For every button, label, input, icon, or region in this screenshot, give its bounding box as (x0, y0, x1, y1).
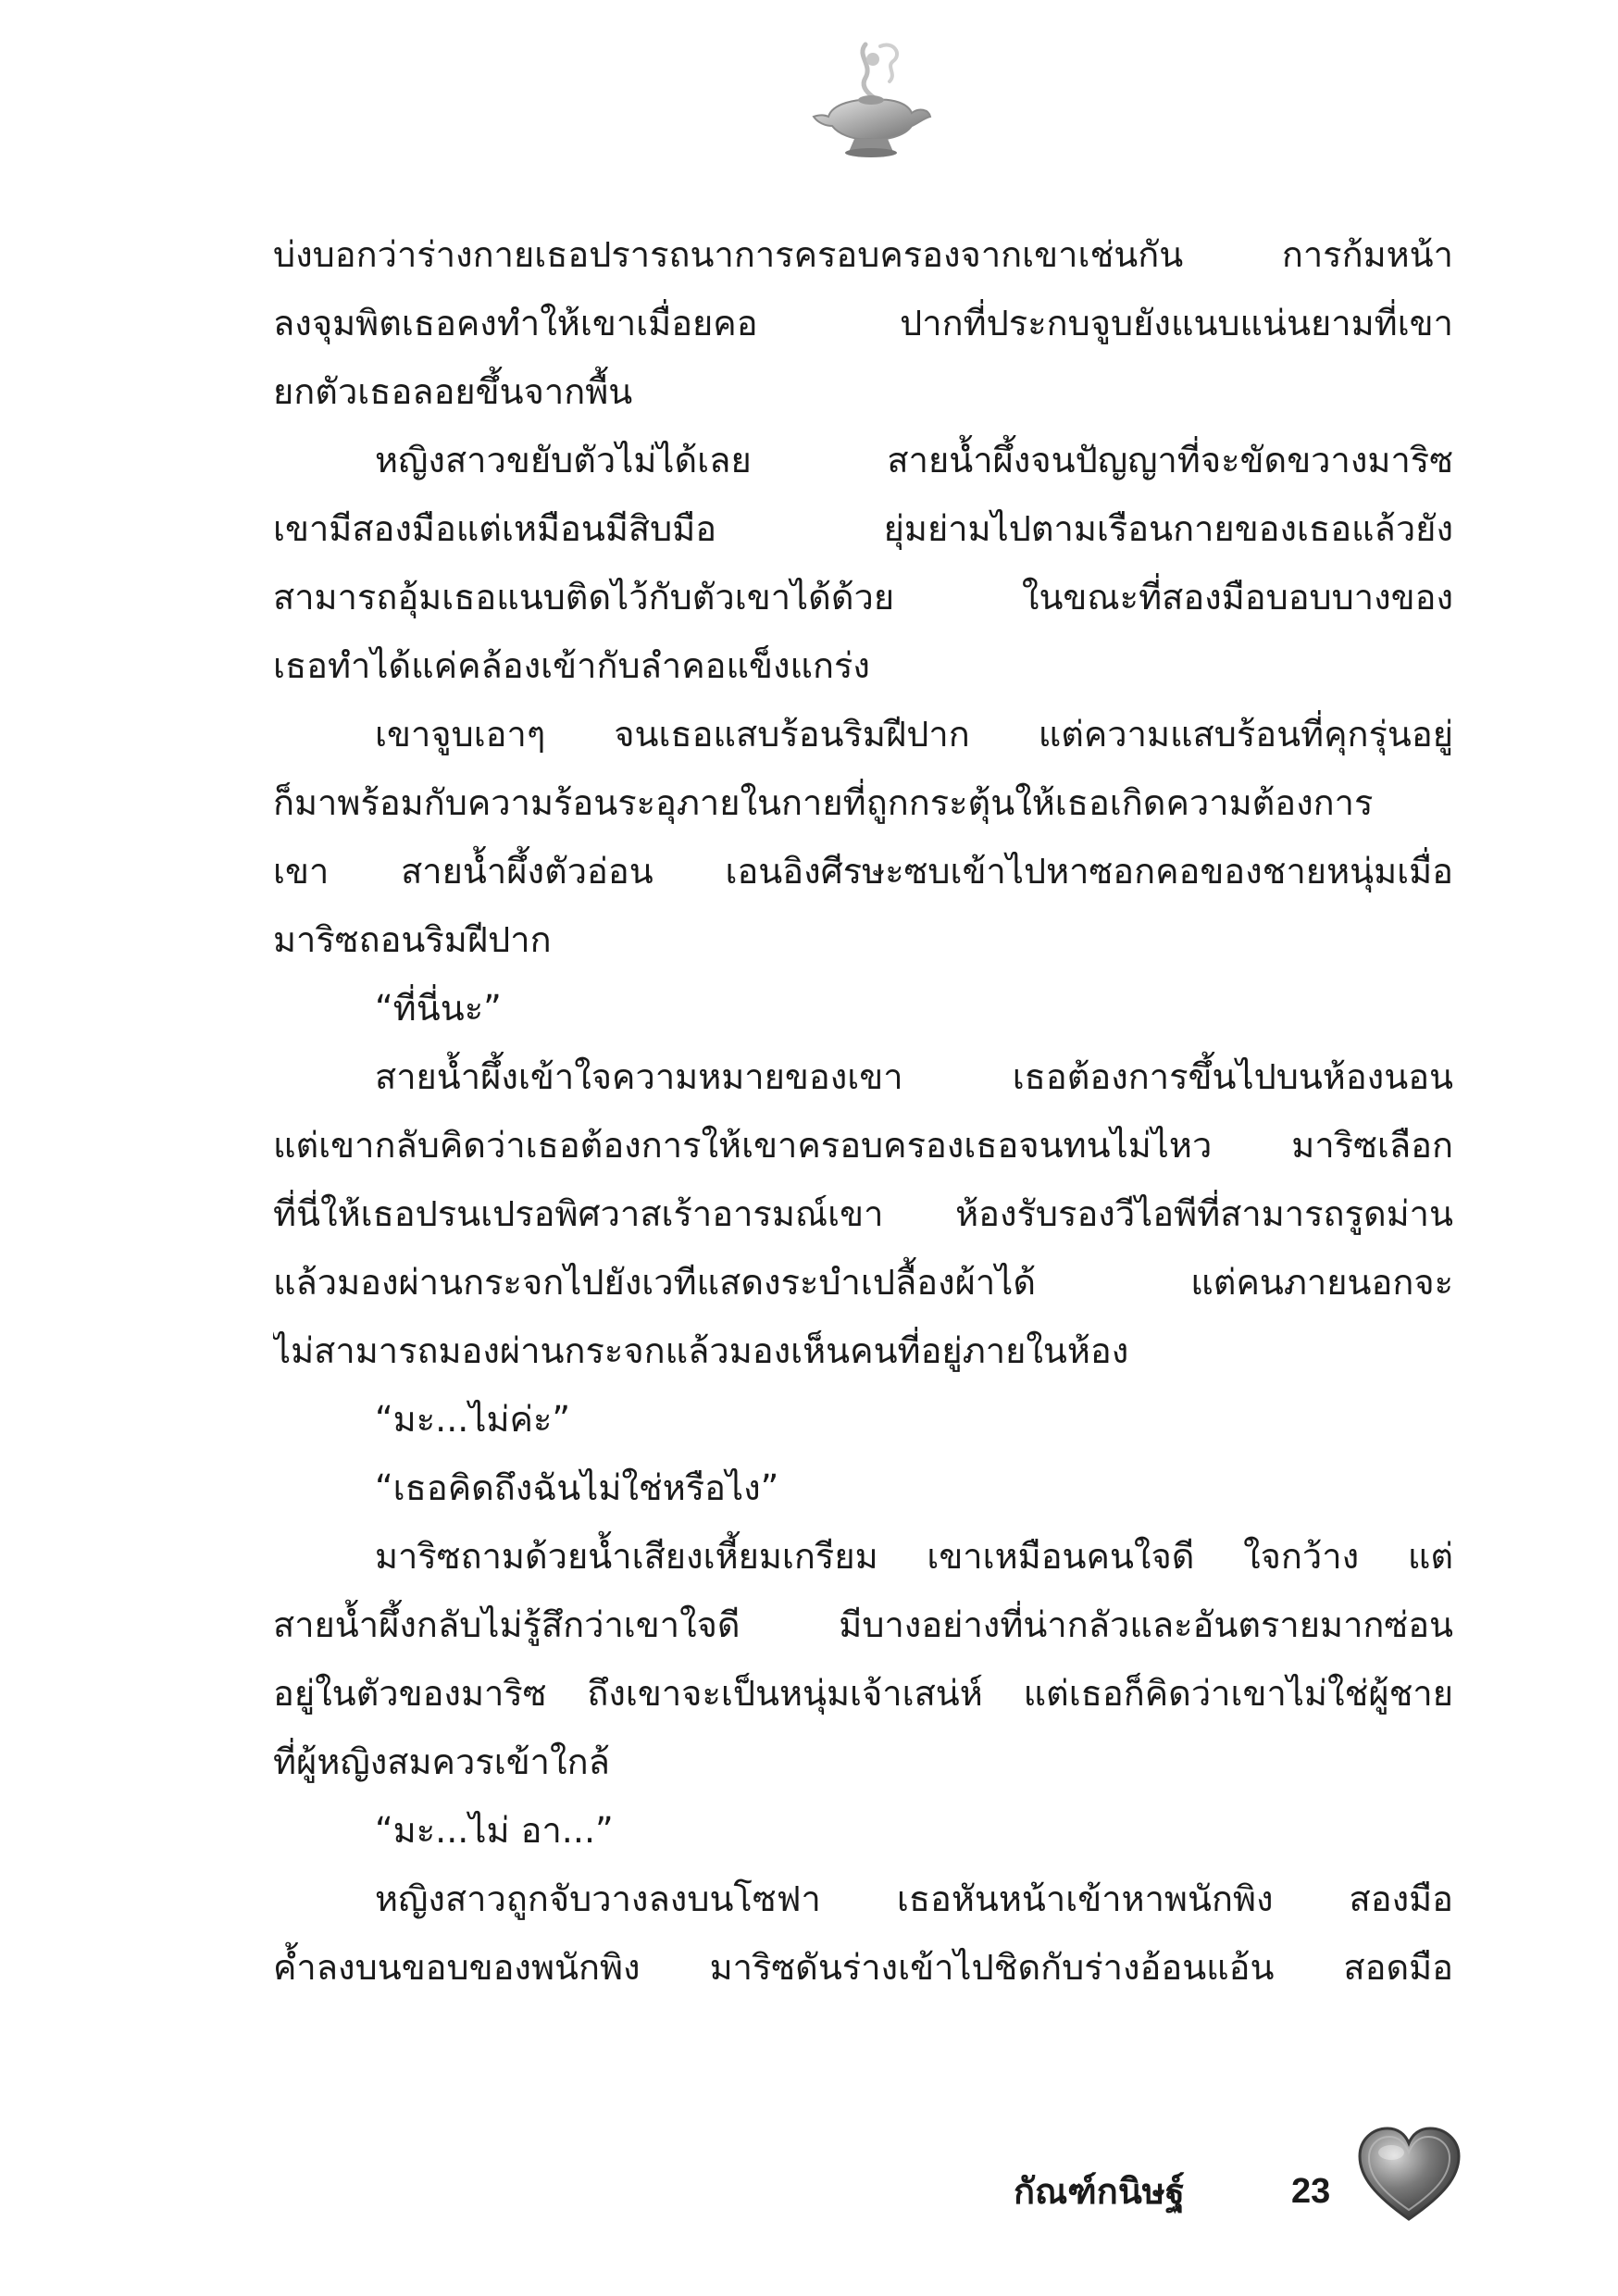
text-line: มาริซถามด้วยน้ำเสียงเหี้ยมเกรียม เขาเหมือนคนใจดี ใจกว้าง แต่ (375, 1536, 1453, 1577)
text-line: หญิงสาวขยับตัวไม่ได้เลย สายน้ำผึ้งจนปัญญาที่จะขัดขวางมาริซ (375, 440, 1453, 480)
text-line: หญิงสาวถูกจับวางลงบนโซฟา เธอหันหน้าเข้าหาพนักพิง สองมือ (375, 1878, 1453, 1919)
text-line: สามารถอุ้มเธอแนบติดไว้กับตัวเขาได้ด้วย ในขณะที่สองมือบอบบางของ (273, 577, 1453, 618)
heart-icon (1356, 2125, 1462, 2227)
page-number: 23 (1291, 2172, 1331, 2211)
text-line: ค้ำลงบนขอบของพนักพิง มาริซดันร่างเข้าไปชิดกับร่างอ้อนแอ้น สอดมือ (273, 1947, 1453, 1988)
text-line: ยกตัวเธอลอยขึ้นจากพื้น (273, 371, 633, 412)
text-line: ที่ผู้หญิงสมควรเข้าใกล้ (273, 1741, 610, 1782)
text-line: “มะ...ไม่ค่ะ” (375, 1399, 571, 1440)
text-line: อยู่ในตัวของมาริซ ถึงเขาจะเป็นหนุ่มเจ้าเสน่ห์ แต่เธอก็คิดว่าเขาไม่ใช่ผู้ชาย (273, 1673, 1453, 1714)
text-line: “มะ...ไม่ อา...” (375, 1810, 614, 1851)
text-line: ลงจุมพิตเธอคงทำให้เขาเมื่อยคอ ปากที่ประกบจูบยังแนบแน่นยามที่เขา (273, 303, 1453, 343)
text-line: เขา สายน้ำผึ้งตัวอ่อน เอนอิงศีรษะซบเข้าไปหาซอกคอของชายหนุ่มเมื่อ (273, 851, 1453, 892)
text-line: เขามีสองมือแต่เหมือนมีสิบมือ ยุ่มย่ามไปตามเรือนกายของเธอแล้วยัง (273, 508, 1453, 549)
text-line: เธอทำได้แค่คล้องเข้ากับลำคอแข็งแกร่ง (273, 645, 870, 686)
book-title: กัณฑ์กนิษฐ์ (1014, 2171, 1185, 2212)
text-line: “เธอคิดถึงฉันไม่ใช่หรือไง” (375, 1467, 779, 1508)
genie-lamp-icon (801, 37, 940, 167)
text-line: มาริซถอนริมฝีปาก (273, 919, 552, 960)
text-line: สายน้ำผึ้งเข้าใจความหมายของเขา เธอต้องการขึ้นไปบนห้องนอน (375, 1056, 1453, 1097)
text-line: บ่งบอกว่าร่างกายเธอปรารถนาการครอบครองจากเขาเช่นกัน การก้มหน้า (273, 234, 1453, 275)
text-line: แล้วมองผ่านกระจกไปยังเวทีแสดงระบำเปลื้องผ้าได้ แต่คนภายนอกจะ (273, 1262, 1453, 1303)
text-line: ที่นี่ให้เธอปรนเปรอพิศวาสเร้าอารมณ์เขา ห้องรับรองวีไอพีที่สามารถรูดม่าน (273, 1193, 1453, 1234)
text-line: ก็มาพร้อมกับความร้อนระอุภายในกายที่ถูกกระตุ้นให้เธอเกิดความต้องการ (273, 782, 1374, 823)
text-line: เขาจูบเอาๆ จนเธอแสบร้อนริมฝีปาก แต่ความแสบร้อนที่คุกรุ่นอยู่ (375, 714, 1453, 755)
text-line: ไม่สามารถมองผ่านกระจกแล้วมองเห็นคนที่อยู่ภายในห้อง (273, 1330, 1129, 1371)
body-text (273, 220, 1453, 2002)
text-line: สายน้ำผึ้งกลับไม่รู้สึกว่าเขาใจดี มีบางอย่างที่น่ากลัวและอันตรายมากซ่อน (273, 1604, 1453, 1645)
text-line: “ที่นี่นะ” (375, 988, 502, 1029)
page-footer (981, 2125, 1462, 2264)
text-line: แต่เขากลับคิดว่าเธอต้องการให้เขาครอบครองเธอจนทนไม่ไหว มาริซเลือก (273, 1125, 1453, 1166)
